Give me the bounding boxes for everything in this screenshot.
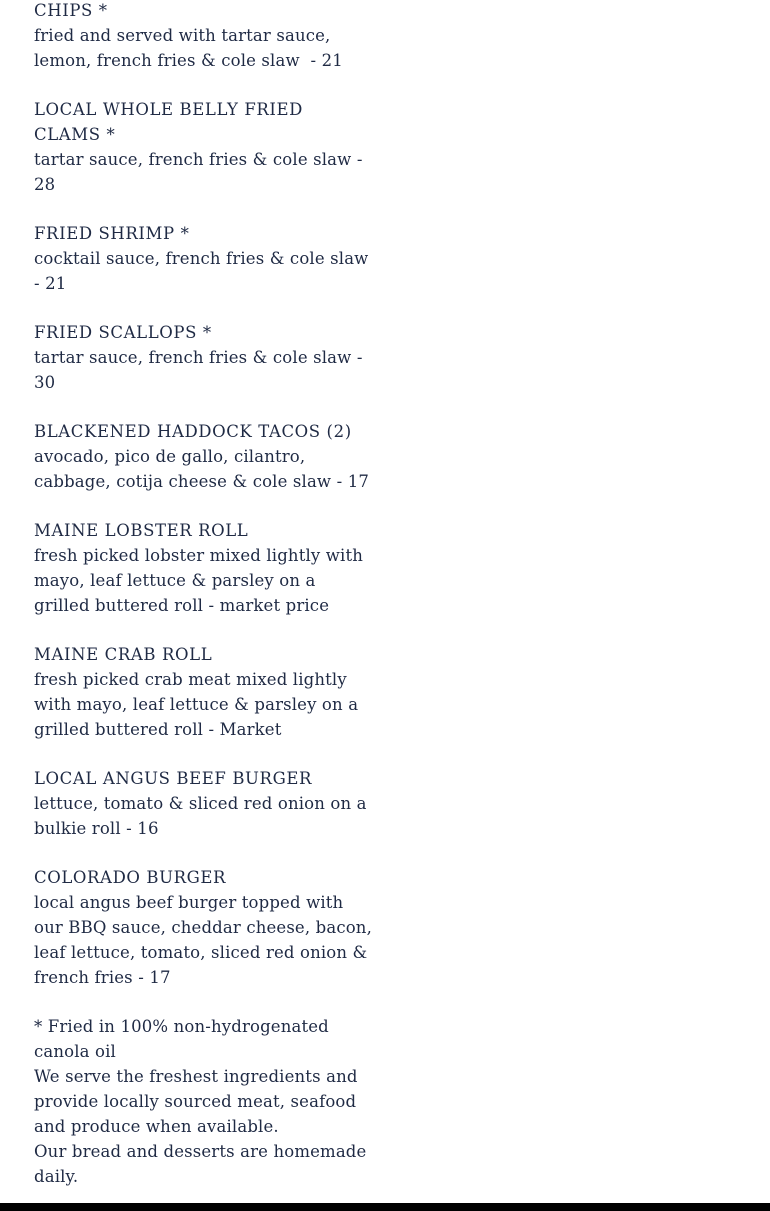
- menu-item-fried-clams: [34, 97, 374, 197]
- menu-item-title: MAINE LOBSTER ROLL: [34, 521, 249, 540]
- menu-item-crab-roll: [34, 642, 374, 742]
- menu-item-description: avocado, pico de gallo, cilantro, cabbage, cotija cheese & cole slaw - 17: [34, 447, 370, 491]
- menu-item-title: LOCAL ANGUS BEEF BURGER: [34, 769, 313, 788]
- menu-item-title: BLACKENED HADDOCK TACOS (2): [34, 422, 352, 441]
- menu-item-description: tartar sauce, french fries & cole slaw - 28: [34, 150, 368, 194]
- menu-item-chips: [34, 0, 374, 73]
- menu-item-angus-burger: [34, 766, 374, 841]
- menu-item-description: fresh picked crab meat mixed lightly with mayo, leaf lettuce & parsley on a grilled buttered roll - Market: [34, 670, 364, 739]
- homemade-note: Our bread and desserts are homemade daily.: [34, 1142, 367, 1186]
- fried-oil-note: * Fried in 100% non-hydrogenated canola oil: [34, 1017, 329, 1061]
- menu-item-fried-scallops: [34, 320, 374, 395]
- menu-item-title: LOCAL WHOLE BELLY FRIED CLAMS *: [34, 100, 303, 144]
- menu-item-colorado-burger: [34, 865, 378, 990]
- menu-item-title: FRIED SCALLOPS *: [34, 323, 212, 342]
- menu-item-haddock-tacos: [34, 419, 374, 494]
- menu-content: [34, 0, 378, 1189]
- menu-item-fried-shrimp: [34, 221, 374, 296]
- menu-item-description: fried and served with tartar sauce, lemon, french fries & cole slaw - 21: [34, 26, 343, 70]
- menu-item-title: FRIED SHRIMP *: [34, 224, 190, 243]
- menu-item-lobster-roll: [34, 518, 374, 618]
- menu-item-title: MAINE CRAB ROLL: [34, 645, 213, 664]
- menu-item-description: fresh picked lobster mixed lightly with mayo, leaf lettuce & parsley on a grilled buttered roll - market price: [34, 546, 369, 615]
- menu-item-description: cocktail sauce, french fries & cole slaw - 21: [34, 249, 374, 293]
- menu-item-description: tartar sauce, french fries & cole slaw - 30: [34, 348, 368, 392]
- fresh-ingredients-note: We serve the freshest ingredients and provide locally sourced meat, seafood and produce when available.: [34, 1067, 358, 1136]
- menu-footnotes: [34, 1014, 374, 1189]
- bottom-bar: [0, 1203, 770, 1211]
- menu-item-description: local angus beef burger topped with our BBQ sauce, cheddar cheese, bacon, leaf lettuce, tomato, sliced red onion & french fries - 17: [34, 893, 378, 987]
- menu-item-title: CHIPS *: [34, 1, 108, 20]
- menu-item-description: lettuce, tomato & sliced red onion on a bulkie roll - 16: [34, 794, 373, 838]
- menu-item-title: COLORADO BURGER: [34, 868, 227, 887]
